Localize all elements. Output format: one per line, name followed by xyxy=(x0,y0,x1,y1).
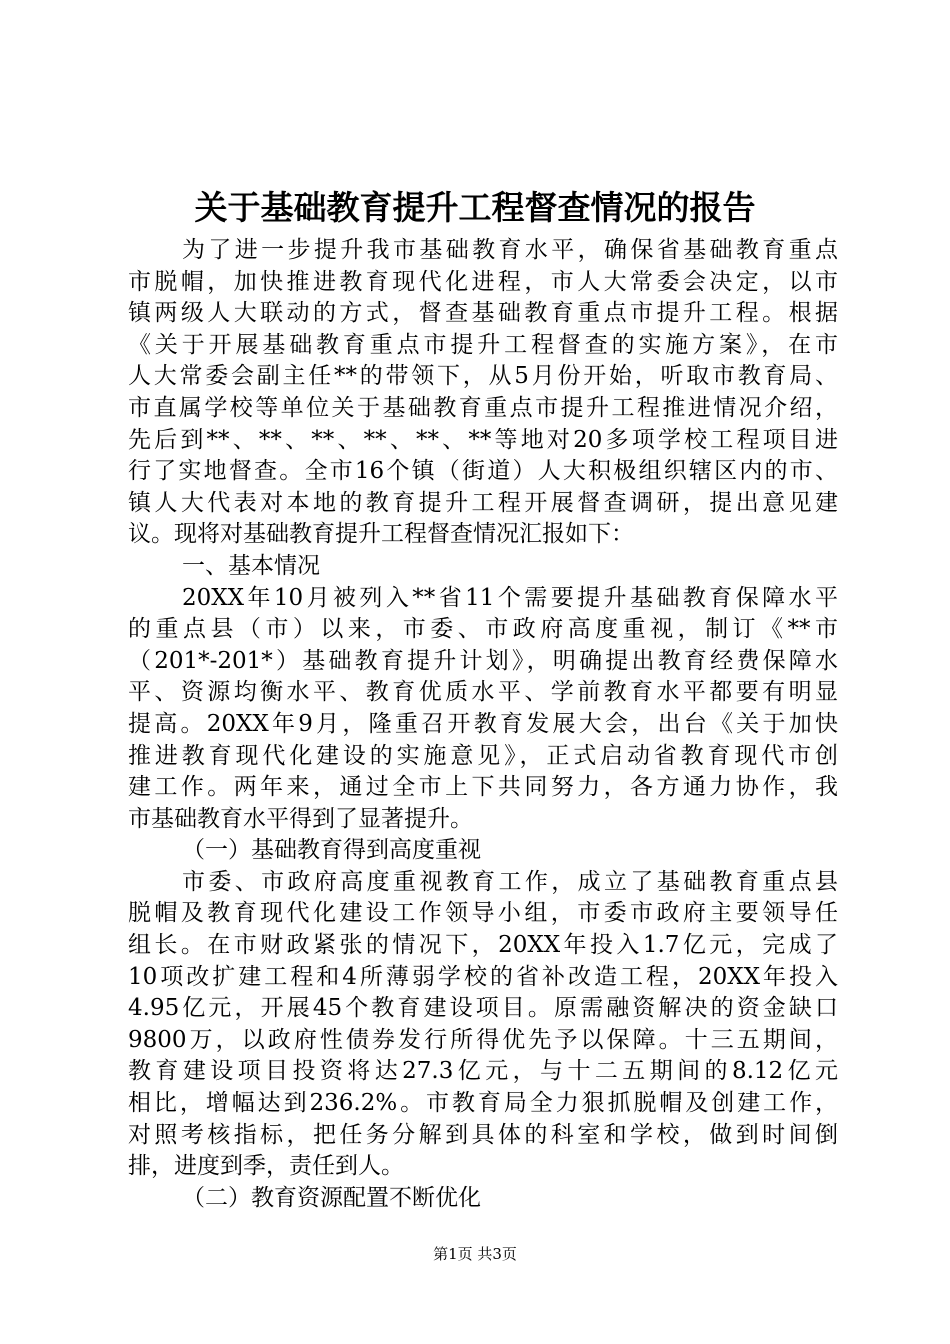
document-title: 关于基础教育提升工程督查情况的报告 xyxy=(194,188,756,227)
text-line: 先后到**、**、**、**、**、**等地对20多项学校工程项目进 xyxy=(128,426,838,453)
text-line: 4.95亿元，开展45个教育建设项目。原需融资解决的资金缺口 xyxy=(128,995,838,1022)
text-line: 议。现将对基础教育提升工程督查情况汇报如下： xyxy=(128,521,634,548)
text-line: 推进教育现代化建设的实施意见》，正式启动省教育现代市创 xyxy=(128,742,838,769)
text-line: （二）教育资源配置不断优化 xyxy=(182,1184,481,1211)
text-line: 组长。在市财政紧张的情况下，20XX年投入1.7亿元，完成了 xyxy=(128,932,838,959)
text-line: 市直属学校等单位关于基础教育重点市提升工程推进情况介绍， xyxy=(128,394,838,421)
text-line: 人大常委会副主任**的带领下，从5月份开始，听取市教育局、 xyxy=(128,363,838,390)
text-line: 《关于开展基础教育重点市提升工程督查的实施方案》，在市 xyxy=(128,331,838,358)
text-line: （一）基础教育得到高度重视 xyxy=(182,837,481,864)
text-line: 10项改扩建工程和4所薄弱学校的省补改造工程，20XX年投入 xyxy=(128,963,838,990)
text-line: 排，进度到季，责任到人。 xyxy=(128,1153,404,1180)
text-line: 市委、市政府高度重视教育工作，成立了基础教育重点县 xyxy=(182,868,838,895)
text-line: 行了实地督查。全市16个镇（街道）人大积极组织辖区内的市、 xyxy=(128,458,838,485)
text-line: 相比，增幅达到236.2%。市教育局全力狠抓脱帽及创建工作， xyxy=(128,1090,838,1117)
text-line: 建工作。两年来，通过全市上下共同努力，各方通力协作，我 xyxy=(128,774,838,801)
document-body xyxy=(128,235,838,1214)
text-line: 20XX年10月被列入**省11个需要提升基础教育保障水平 xyxy=(182,584,838,611)
text-line: 对照考核指标，把任务分解到具体的科室和学校，做到时间倒 xyxy=(128,1121,838,1148)
text-line: 镇两级人大联动的方式，督查基础教育重点市提升工程。根据 xyxy=(128,300,838,327)
text-line: 脱帽及教育现代化建设工作领导小组，市委市政府主要领导任 xyxy=(128,900,838,927)
page-footer: 第1页 共3页 xyxy=(433,1245,517,1263)
text-line: 市脱帽，加快推进教育现代化进程，市人大常委会决定，以市 xyxy=(128,268,838,295)
text-line: 为了进一步提升我市基础教育水平，确保省基础教育重点 xyxy=(182,237,838,263)
text-line: 一、基本情况 xyxy=(182,552,320,579)
text-line: 平、资源均衡水平、教育优质水平、学前教育水平都要有明显 xyxy=(128,679,838,706)
text-line: 教育建设项目投资将达27.3亿元，与十二五期间的8.12亿元 xyxy=(128,1058,838,1085)
text-line: 9800万，以政府性债券发行所得优先予以保障。十三五期间， xyxy=(128,1026,838,1053)
text-line: （201*-201*）基础教育提升计划》，明确提出教育经费保障水 xyxy=(128,647,838,674)
text-line: 镇人大代表对本地的教育提升工程开展督查调研，提出意见建 xyxy=(128,489,838,516)
text-line: 的重点县（市）以来，市委、市政府高度重视，制订《**市 xyxy=(128,616,838,643)
text-line: 提高。20XX年9月，隆重召开教育发展大会，出台《关于加快 xyxy=(128,710,838,737)
text-line: 市基础教育水平得到了显著提升。 xyxy=(128,805,473,832)
